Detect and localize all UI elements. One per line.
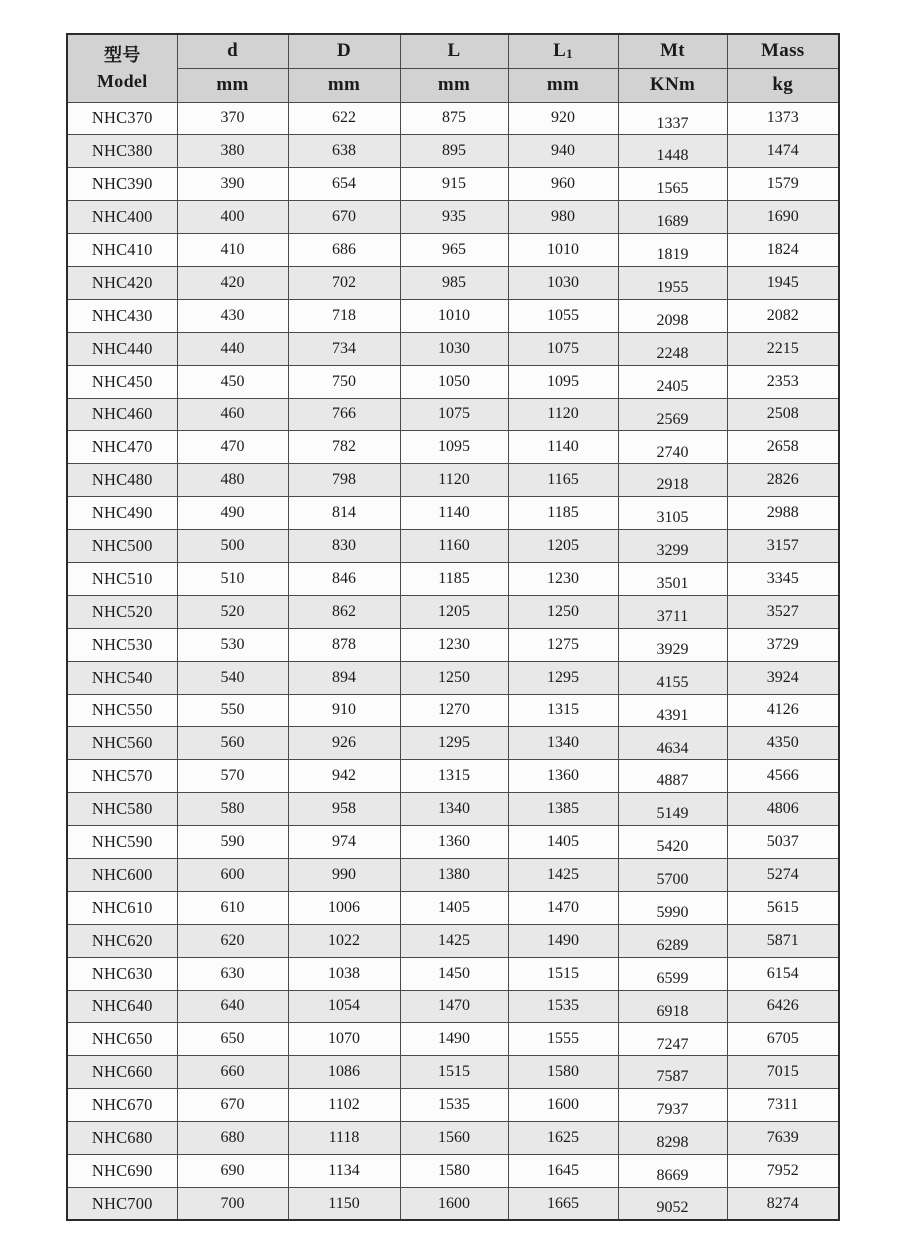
Mt-value-cell: 2405 xyxy=(618,365,727,398)
Mt-value-cell: 3929 xyxy=(618,628,727,661)
L-value-cell: 1120 xyxy=(400,464,508,497)
Mt-value-cell: 1337 xyxy=(618,102,727,135)
D-value-cell: 1054 xyxy=(288,990,400,1023)
L1-value-cell: 1075 xyxy=(508,332,618,365)
L-value-cell: 1580 xyxy=(400,1155,508,1188)
D-value-cell: 830 xyxy=(288,530,400,563)
D-value-cell: 942 xyxy=(288,760,400,793)
L-value-cell: 1230 xyxy=(400,628,508,661)
model-cell: NHC620 xyxy=(67,924,177,957)
D-value-cell: 1086 xyxy=(288,1056,400,1089)
table-row xyxy=(67,266,839,299)
Mass-value-cell: 7311 xyxy=(727,1089,839,1122)
table-row xyxy=(67,234,839,267)
d-value-cell: 380 xyxy=(177,135,288,168)
model-cell: NHC400 xyxy=(67,201,177,234)
D-value-cell: 910 xyxy=(288,694,400,727)
D-value-cell: 990 xyxy=(288,858,400,891)
d-value-cell: 600 xyxy=(177,858,288,891)
model-cell: NHC670 xyxy=(67,1089,177,1122)
Mt-value-cell: 2918 xyxy=(618,464,727,497)
spec-table xyxy=(66,33,840,1221)
L-value-cell: 1095 xyxy=(400,431,508,464)
L1-value-cell: 1205 xyxy=(508,530,618,563)
Mass-value-cell: 3729 xyxy=(727,628,839,661)
D-value-cell: 1022 xyxy=(288,924,400,957)
L-value-cell: 1470 xyxy=(400,990,508,1023)
Mt-value-cell: 7247 xyxy=(618,1023,727,1056)
Mass-value-cell: 4806 xyxy=(727,793,839,826)
Mt-value-cell: 1448 xyxy=(618,135,727,168)
d-value-cell: 470 xyxy=(177,431,288,464)
model-cell: NHC430 xyxy=(67,299,177,332)
L1-value-cell: 1030 xyxy=(508,266,618,299)
L-value-cell: 1270 xyxy=(400,694,508,727)
Mt-value-cell: 5990 xyxy=(618,891,727,924)
L-value-cell: 875 xyxy=(400,102,508,135)
D-value-cell: 862 xyxy=(288,595,400,628)
L-value-cell: 1490 xyxy=(400,1023,508,1056)
Mt-value-cell: 3711 xyxy=(618,595,727,628)
Mt-value-cell: 2098 xyxy=(618,299,727,332)
d-value-cell: 690 xyxy=(177,1155,288,1188)
Mt-value-cell: 2569 xyxy=(618,398,727,431)
L-value-cell: 1340 xyxy=(400,793,508,826)
L1-value-cell: 940 xyxy=(508,135,618,168)
L1-value-cell: 1490 xyxy=(508,924,618,957)
Mt-value-cell: 4155 xyxy=(618,661,727,694)
Mass-value-cell: 5615 xyxy=(727,891,839,924)
L-value-cell: 1425 xyxy=(400,924,508,957)
L-value-cell: 1295 xyxy=(400,727,508,760)
table-row xyxy=(67,102,839,135)
L-value-cell: 1535 xyxy=(400,1089,508,1122)
Mass-value-cell: 3157 xyxy=(727,530,839,563)
L1-value-cell: 1140 xyxy=(508,431,618,464)
Mass-value-cell: 5871 xyxy=(727,924,839,957)
D-value-cell: 1070 xyxy=(288,1023,400,1056)
table-row xyxy=(67,793,839,826)
Mass-value-cell: 1474 xyxy=(727,135,839,168)
Mt-value-cell: 8669 xyxy=(618,1155,727,1188)
Mt-value-cell: 3299 xyxy=(618,530,727,563)
Mt-value-cell: 6918 xyxy=(618,990,727,1023)
L-value-cell: 985 xyxy=(400,266,508,299)
L1-value-cell: 1250 xyxy=(508,595,618,628)
model-cell: NHC610 xyxy=(67,891,177,924)
Mt-value-cell: 2740 xyxy=(618,431,727,464)
L-value-cell: 1380 xyxy=(400,858,508,891)
L1-value-cell: 1535 xyxy=(508,990,618,1023)
D-value-cell: 1118 xyxy=(288,1122,400,1155)
d-value-cell: 560 xyxy=(177,727,288,760)
L1-value-cell: 1315 xyxy=(508,694,618,727)
model-header-en: Model xyxy=(97,71,148,92)
model-cell: NHC690 xyxy=(67,1155,177,1188)
Mass-value-cell: 2215 xyxy=(727,332,839,365)
table-row xyxy=(67,1187,839,1220)
L1-value-cell: 1645 xyxy=(508,1155,618,1188)
d-value-cell: 460 xyxy=(177,398,288,431)
unit-d: mm xyxy=(177,68,288,102)
L1-value-cell: 1425 xyxy=(508,858,618,891)
L1-value-cell: 1625 xyxy=(508,1122,618,1155)
Mt-value-cell: 1819 xyxy=(618,234,727,267)
D-value-cell: 1038 xyxy=(288,957,400,990)
Mt-value-cell: 3105 xyxy=(618,497,727,530)
d-value-cell: 430 xyxy=(177,299,288,332)
model-cell: NHC630 xyxy=(67,957,177,990)
model-cell: NHC550 xyxy=(67,694,177,727)
L1-value-cell: 1470 xyxy=(508,891,618,924)
model-cell: NHC570 xyxy=(67,760,177,793)
column-header-d: d xyxy=(177,34,288,68)
header-row-labels xyxy=(67,34,839,68)
table-row xyxy=(67,299,839,332)
d-value-cell: 610 xyxy=(177,891,288,924)
L1-value-cell: 1515 xyxy=(508,957,618,990)
d-value-cell: 570 xyxy=(177,760,288,793)
L1-label: L xyxy=(553,40,567,62)
model-cell: NHC510 xyxy=(67,562,177,595)
model-cell: NHC560 xyxy=(67,727,177,760)
unit-L1: mm xyxy=(508,68,618,102)
d-value-cell: 680 xyxy=(177,1122,288,1155)
L1-value-cell: 1600 xyxy=(508,1089,618,1122)
L-value-cell: 935 xyxy=(400,201,508,234)
spec-table-header xyxy=(67,34,839,102)
D-value-cell: 1150 xyxy=(288,1187,400,1220)
Mt-value-cell: 6599 xyxy=(618,957,727,990)
d-value-cell: 490 xyxy=(177,497,288,530)
header-row-units xyxy=(67,68,839,102)
Mass-value-cell: 2988 xyxy=(727,497,839,530)
Mass-value-cell: 2826 xyxy=(727,464,839,497)
d-value-cell: 370 xyxy=(177,102,288,135)
D-value-cell: 670 xyxy=(288,201,400,234)
D-value-cell: 654 xyxy=(288,168,400,201)
L-value-cell: 1010 xyxy=(400,299,508,332)
model-cell: NHC600 xyxy=(67,858,177,891)
Mass-value-cell: 2353 xyxy=(727,365,839,398)
Mass-value-cell: 3345 xyxy=(727,562,839,595)
table-row xyxy=(67,760,839,793)
model-cell: NHC640 xyxy=(67,990,177,1023)
table-row xyxy=(67,168,839,201)
unit-Mt: KNm xyxy=(618,68,727,102)
Mass-value-cell: 1373 xyxy=(727,102,839,135)
Mass-value-cell: 6154 xyxy=(727,957,839,990)
Mass-value-cell: 2658 xyxy=(727,431,839,464)
D-value-cell: 718 xyxy=(288,299,400,332)
table-row xyxy=(67,595,839,628)
L-value-cell: 1560 xyxy=(400,1122,508,1155)
L1-value-cell: 1120 xyxy=(508,398,618,431)
L1-value-cell: 1580 xyxy=(508,1056,618,1089)
d-value-cell: 410 xyxy=(177,234,288,267)
d-value-cell: 620 xyxy=(177,924,288,957)
D-value-cell: 766 xyxy=(288,398,400,431)
L1-value-cell: 1165 xyxy=(508,464,618,497)
L1-value-cell: 1185 xyxy=(508,497,618,530)
table-row xyxy=(67,858,839,891)
Mass-value-cell: 5037 xyxy=(727,826,839,859)
d-value-cell: 660 xyxy=(177,1056,288,1089)
model-cell: NHC380 xyxy=(67,135,177,168)
D-value-cell: 750 xyxy=(288,365,400,398)
L1-value-cell: 1385 xyxy=(508,793,618,826)
table-row xyxy=(67,826,839,859)
L-value-cell: 1160 xyxy=(400,530,508,563)
table-row xyxy=(67,891,839,924)
table-row xyxy=(67,1023,839,1056)
Mass-value-cell: 1690 xyxy=(727,201,839,234)
L1-value-cell: 1095 xyxy=(508,365,618,398)
D-value-cell: 622 xyxy=(288,102,400,135)
Mt-value-cell: 6289 xyxy=(618,924,727,957)
column-header-Mass: Mass xyxy=(727,34,839,68)
D-value-cell: 782 xyxy=(288,431,400,464)
Mt-value-cell: 1955 xyxy=(618,266,727,299)
L-value-cell: 1250 xyxy=(400,661,508,694)
model-header-cn: 型号 xyxy=(103,45,141,66)
table-row xyxy=(67,332,839,365)
d-value-cell: 480 xyxy=(177,464,288,497)
d-value-cell: 550 xyxy=(177,694,288,727)
table-row xyxy=(67,1089,839,1122)
D-value-cell: 702 xyxy=(288,266,400,299)
D-value-cell: 958 xyxy=(288,793,400,826)
Mt-value-cell: 1565 xyxy=(618,168,727,201)
table-row xyxy=(67,957,839,990)
d-value-cell: 520 xyxy=(177,595,288,628)
D-value-cell: 974 xyxy=(288,826,400,859)
model-cell: NHC590 xyxy=(67,826,177,859)
D-value-cell: 638 xyxy=(288,135,400,168)
L-value-cell: 1205 xyxy=(400,595,508,628)
Mass-value-cell: 7015 xyxy=(727,1056,839,1089)
L-value-cell: 1600 xyxy=(400,1187,508,1220)
Mt-value-cell: 2248 xyxy=(618,332,727,365)
D-value-cell: 1134 xyxy=(288,1155,400,1188)
D-value-cell: 1006 xyxy=(288,891,400,924)
L-value-cell: 1405 xyxy=(400,891,508,924)
Mt-value-cell: 7937 xyxy=(618,1089,727,1122)
D-value-cell: 846 xyxy=(288,562,400,595)
table-row xyxy=(67,661,839,694)
table-row xyxy=(67,497,839,530)
L-value-cell: 1050 xyxy=(400,365,508,398)
L-value-cell: 895 xyxy=(400,135,508,168)
model-cell: NHC480 xyxy=(67,464,177,497)
table-row xyxy=(67,398,839,431)
d-value-cell: 700 xyxy=(177,1187,288,1220)
L1-value-cell: 1230 xyxy=(508,562,618,595)
L1-value-cell: 1360 xyxy=(508,760,618,793)
unit-L: mm xyxy=(400,68,508,102)
table-row xyxy=(67,990,839,1023)
model-cell: NHC410 xyxy=(67,234,177,267)
table-row xyxy=(67,365,839,398)
Mt-value-cell: 5149 xyxy=(618,793,727,826)
d-value-cell: 400 xyxy=(177,201,288,234)
table-row xyxy=(67,1122,839,1155)
D-value-cell: 734 xyxy=(288,332,400,365)
Mass-value-cell: 6426 xyxy=(727,990,839,1023)
d-value-cell: 440 xyxy=(177,332,288,365)
model-cell: NHC530 xyxy=(67,628,177,661)
table-row xyxy=(67,431,839,464)
table-row xyxy=(67,1056,839,1089)
Mt-value-cell: 4887 xyxy=(618,760,727,793)
L1-value-cell: 960 xyxy=(508,168,618,201)
d-value-cell: 500 xyxy=(177,530,288,563)
d-value-cell: 580 xyxy=(177,793,288,826)
Mass-value-cell: 5274 xyxy=(727,858,839,891)
Mt-value-cell: 8298 xyxy=(618,1122,727,1155)
Mass-value-cell: 6705 xyxy=(727,1023,839,1056)
model-cell: NHC680 xyxy=(67,1122,177,1155)
model-cell: NHC490 xyxy=(67,497,177,530)
L-value-cell: 1315 xyxy=(400,760,508,793)
Mass-value-cell: 3527 xyxy=(727,595,839,628)
Mass-value-cell: 4566 xyxy=(727,760,839,793)
table-row xyxy=(67,530,839,563)
L-value-cell: 1450 xyxy=(400,957,508,990)
d-value-cell: 640 xyxy=(177,990,288,1023)
table-row xyxy=(67,694,839,727)
D-value-cell: 686 xyxy=(288,234,400,267)
d-value-cell: 670 xyxy=(177,1089,288,1122)
model-cell: NHC460 xyxy=(67,398,177,431)
table-row xyxy=(67,562,839,595)
table-row xyxy=(67,727,839,760)
model-cell: NHC450 xyxy=(67,365,177,398)
Mass-value-cell: 3924 xyxy=(727,661,839,694)
column-header-L: L xyxy=(400,34,508,68)
spec-table-body xyxy=(67,102,839,1220)
L-value-cell: 965 xyxy=(400,234,508,267)
unit-Mass: kg xyxy=(727,68,839,102)
Mass-value-cell: 4126 xyxy=(727,694,839,727)
L-value-cell: 915 xyxy=(400,168,508,201)
L1-value-cell: 1340 xyxy=(508,727,618,760)
Mass-value-cell: 2508 xyxy=(727,398,839,431)
L1-subscript: 1 xyxy=(566,45,573,61)
d-value-cell: 650 xyxy=(177,1023,288,1056)
model-cell: NHC650 xyxy=(67,1023,177,1056)
model-cell: NHC390 xyxy=(67,168,177,201)
column-header-Mt: Mt xyxy=(618,34,727,68)
Mass-value-cell: 4350 xyxy=(727,727,839,760)
d-value-cell: 450 xyxy=(177,365,288,398)
D-value-cell: 878 xyxy=(288,628,400,661)
L1-value-cell: 1295 xyxy=(508,661,618,694)
L-value-cell: 1185 xyxy=(400,562,508,595)
d-value-cell: 390 xyxy=(177,168,288,201)
L1-value-cell: 920 xyxy=(508,102,618,135)
model-cell: NHC440 xyxy=(67,332,177,365)
model-cell: NHC580 xyxy=(67,793,177,826)
spec-table-container xyxy=(66,33,838,1221)
Mass-value-cell: 1579 xyxy=(727,168,839,201)
d-value-cell: 420 xyxy=(177,266,288,299)
table-row xyxy=(67,464,839,497)
table-row xyxy=(67,135,839,168)
model-cell: NHC500 xyxy=(67,530,177,563)
d-value-cell: 510 xyxy=(177,562,288,595)
column-header-model xyxy=(67,34,177,102)
d-value-cell: 630 xyxy=(177,957,288,990)
model-cell: NHC540 xyxy=(67,661,177,694)
Mt-value-cell: 5420 xyxy=(618,826,727,859)
Mass-value-cell: 1824 xyxy=(727,234,839,267)
L-value-cell: 1360 xyxy=(400,826,508,859)
L1-value-cell: 1275 xyxy=(508,628,618,661)
Mass-value-cell: 2082 xyxy=(727,299,839,332)
model-cell: NHC370 xyxy=(67,102,177,135)
Mt-value-cell: 9052 xyxy=(618,1187,727,1220)
d-value-cell: 530 xyxy=(177,628,288,661)
Mt-value-cell: 3501 xyxy=(618,562,727,595)
Mass-value-cell: 1945 xyxy=(727,266,839,299)
Mt-value-cell: 1689 xyxy=(618,201,727,234)
L1-value-cell: 1010 xyxy=(508,234,618,267)
Mt-value-cell: 4634 xyxy=(618,727,727,760)
L1-value-cell: 1665 xyxy=(508,1187,618,1220)
d-value-cell: 540 xyxy=(177,661,288,694)
L1-value-cell: 1055 xyxy=(508,299,618,332)
model-cell: NHC420 xyxy=(67,266,177,299)
L-value-cell: 1075 xyxy=(400,398,508,431)
Mass-value-cell: 7952 xyxy=(727,1155,839,1188)
table-row xyxy=(67,628,839,661)
model-cell: NHC520 xyxy=(67,595,177,628)
column-header-L1 xyxy=(508,34,618,68)
model-cell: NHC470 xyxy=(67,431,177,464)
unit-D: mm xyxy=(288,68,400,102)
D-value-cell: 814 xyxy=(288,497,400,530)
L-value-cell: 1140 xyxy=(400,497,508,530)
model-cell: NHC700 xyxy=(67,1187,177,1220)
column-header-D: D xyxy=(288,34,400,68)
table-row xyxy=(67,924,839,957)
Mt-value-cell: 4391 xyxy=(618,694,727,727)
Mass-value-cell: 7639 xyxy=(727,1122,839,1155)
D-value-cell: 1102 xyxy=(288,1089,400,1122)
table-row xyxy=(67,1155,839,1188)
d-value-cell: 590 xyxy=(177,826,288,859)
L1-value-cell: 980 xyxy=(508,201,618,234)
Mt-value-cell: 7587 xyxy=(618,1056,727,1089)
Mt-value-cell: 5700 xyxy=(618,858,727,891)
L1-value-cell: 1405 xyxy=(508,826,618,859)
L-value-cell: 1030 xyxy=(400,332,508,365)
table-row xyxy=(67,201,839,234)
L-value-cell: 1515 xyxy=(400,1056,508,1089)
D-value-cell: 894 xyxy=(288,661,400,694)
D-value-cell: 798 xyxy=(288,464,400,497)
Mass-value-cell: 8274 xyxy=(727,1187,839,1220)
D-value-cell: 926 xyxy=(288,727,400,760)
model-cell: NHC660 xyxy=(67,1056,177,1089)
L1-value-cell: 1555 xyxy=(508,1023,618,1056)
